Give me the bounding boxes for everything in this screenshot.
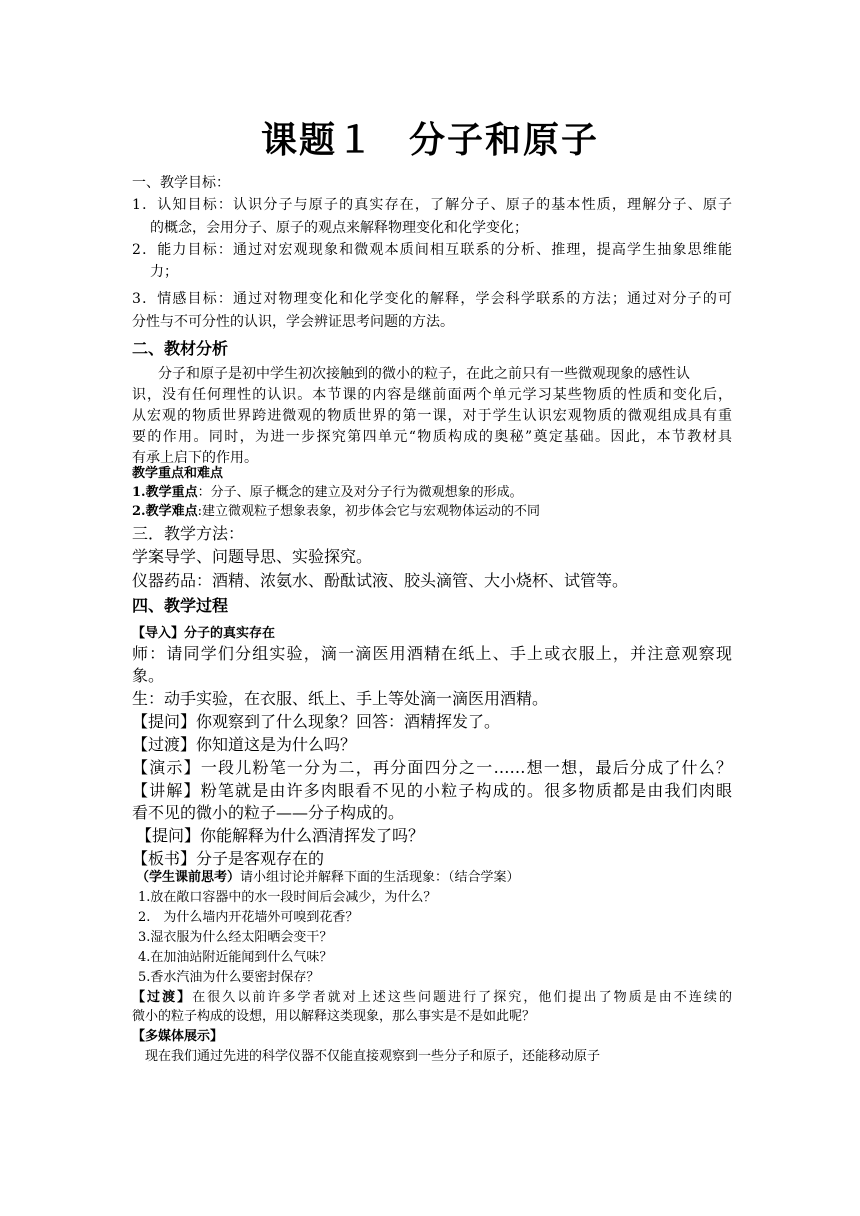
- goal-2-line-1: 2．能力目标：通过对宏观现象和微观本质间相互联系的分析、推理，提高学生抽象思维能: [132, 242, 732, 258]
- explain-line-2: 看不见的微小的粒子——分子构成的。: [132, 803, 405, 822]
- key-point-1-label: 1.教学重点: [132, 485, 198, 500]
- transition-2-line-2: 微小的粒子构成的设想，用以解释这类现象，那么事实是不是如此呢？: [132, 1009, 536, 1024]
- goal-3-line-2: 分性与不可分性的认识，学会辨证思考问题的方法。: [132, 314, 454, 330]
- student-think-line: [136, 871, 736, 884]
- intro-label: 【导入】: [132, 626, 185, 641]
- list-item: 4.在加油站附近能闻到什么气味？: [138, 950, 333, 965]
- student-think-label: （学生课前思考）: [136, 870, 241, 885]
- media-text: 现在我们通过先进的科学仪器不仅能直接观察到一些分子和原子，还能移动原子: [145, 1049, 601, 1064]
- key-point-2: [132, 505, 732, 518]
- goal-2-line-2: 力；: [150, 264, 178, 280]
- method-line-2: 仪器药品：酒精、浓氨水、酚酞试液、胶头滴管、大小烧杯、试管等。: [132, 571, 629, 590]
- goal-1-line-2: 的概念，会用分子、原子的观点来解释物理变化和化学变化；: [150, 220, 528, 236]
- process-heading: 四、教学过程: [132, 596, 229, 615]
- teacher-line-1: 师：请同学们分组实验，滴一滴医用酒精在纸上、手上或衣服上，并注意观察现: [132, 644, 732, 663]
- list-item: 5.香水汽油为什么要密封保存？: [138, 970, 320, 985]
- analysis-line-4: 要的作用。同时，为进一步探究第四单元“物质构成的奥秘”奠定基础。因此，本节教材具: [132, 429, 732, 445]
- question-1: 【提问】你观察到了什么现象？回答：酒精挥发了。: [132, 712, 501, 731]
- transition-2-label: 【过渡】: [132, 990, 193, 1005]
- key-point-2-label: 2.教学难点: [132, 504, 198, 519]
- analysis-line-2: 识，没有任何理性的认识。本节课的内容是继前面两个单元学习某些物质的性质和变化后，: [132, 387, 732, 403]
- list-item: 2. 为什么墙内开花墙外可嗅到花香？: [138, 910, 359, 925]
- analysis-line-5: 有承上启下的作用。: [132, 450, 258, 466]
- method-line-1: 学案导学、问题导思、实验探究。: [132, 547, 373, 566]
- method-heading: 三．教学方法：: [132, 524, 245, 543]
- board-line: 【板书】分子是客观存在的: [132, 849, 325, 868]
- list-item: 1.放在敞口容器中的水一段时间后会减少，为什么？: [138, 890, 437, 905]
- intro-line: [132, 627, 732, 640]
- title-sub: 分子和原子: [409, 119, 600, 161]
- goal-1-line-1: 1．认知目标：认识分子与原子的真实存在，了解分子、原子的基本性质，理解分子、原子: [132, 197, 732, 213]
- transition-2-text: 在很久以前许多学者就对上述这些问题进行了探究，他们提出了物质是由不连续的: [192, 990, 732, 1005]
- key-point-1-text: ：分子、原子概念的建立及对分子行为微观想象的形成。: [197, 485, 523, 500]
- intro-text: 分子的真实存在: [184, 626, 276, 641]
- goal-3-line-1: 3．情感目标：通过对物理变化和化学变化的解释，学会科学联系的方法；通过对分子的可: [132, 291, 732, 307]
- analysis-line-3: 从宏观的物质世界跨进微观的物质世界的第一课，对于学生认识宏观物质的微观组成具有重: [132, 408, 732, 424]
- key-point-2-text: :建立微观粒子想象表象，初步体会它与宏观物体运动的不同: [197, 504, 540, 519]
- analysis-line-1: 分子和原子是初中学生初次接触到的微小的粒子，在此之前只有一些微观现象的感性认: [158, 366, 690, 382]
- transition-2-line-1: [132, 991, 732, 1004]
- analysis-heading: 二、教材分析: [132, 339, 229, 358]
- goals-heading: 一、教学目标：: [132, 175, 230, 191]
- student-think-text: 请小组讨论并解释下面的生活现象：（结合学案）: [240, 870, 520, 885]
- demo-line: 【演示】一段儿粉笔一分为二，再分面四分之一……想一想，最后分成了什么？: [132, 758, 732, 777]
- page-title: [0, 112, 860, 163]
- key-heading: 教学重点和难点: [132, 466, 224, 481]
- question-2: 【提问】你能解释为什么酒清挥发了吗？: [136, 826, 425, 845]
- teacher-line-2: 象。: [132, 666, 165, 685]
- list-item: 3.湿衣服为什么经太阳晒会变干？: [138, 930, 333, 945]
- transition-1: 【过渡】你知道这是为什么吗？: [132, 735, 357, 754]
- student-line: 生：动手实验，在衣服、纸上、手上等处滴一滴医用酒精。: [132, 689, 549, 708]
- key-point-1: [132, 486, 732, 499]
- title-main: 课题１: [260, 119, 375, 161]
- explain-line-1: 【讲解】粉笔就是由许多肉眼看不见的小粒子构成的。很多物质都是由我们肉眼: [132, 781, 732, 800]
- media-heading: 【多媒体展示】: [132, 1029, 224, 1044]
